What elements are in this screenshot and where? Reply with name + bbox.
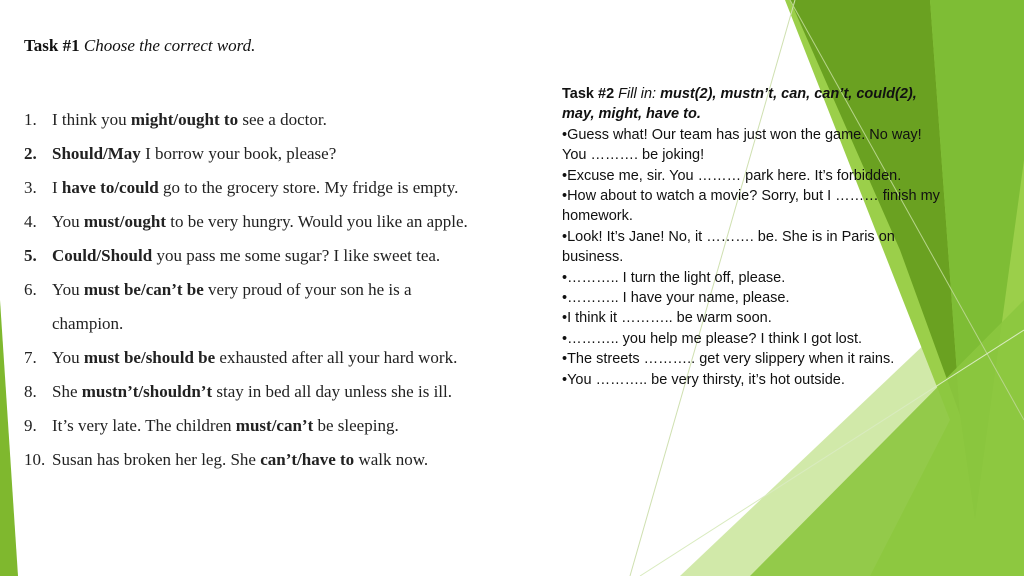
task2-line: •The streets ……….. get very slippery when it rains. [562, 351, 895, 368]
task2-line: •……….. I turn the light off, please. [562, 269, 786, 286]
item-text-pre: You [52, 212, 84, 231]
task2-line: •How about to watch a movie? Sorry, but I ……… finish my homework. [562, 188, 940, 225]
task1-item [24, 137, 544, 171]
task2-line: •……….. you help me please? I think I got lost. [562, 330, 863, 347]
item-choice: Could/Should [52, 246, 153, 265]
item-text-post: be sleeping. [313, 416, 399, 435]
item-number: 10. [24, 450, 46, 469]
item-text-post: I borrow your book, please? [140, 144, 337, 163]
item-choice: must be/can’t be [83, 280, 204, 299]
item-number: 9. [24, 416, 37, 435]
item-text-post: very proud of your son he is a champion. [52, 280, 412, 333]
task2-word-bank: must(2), mustn’t, can, can’t, could(2), may, might, have to. [562, 86, 917, 123]
task1-item [24, 375, 544, 409]
item-choice: must/ought [83, 212, 167, 231]
task2-line: •I think it ……….. be warm soon. [562, 310, 772, 327]
item-text-pre: You [52, 348, 84, 367]
task2-instruction: Fill in: [614, 86, 661, 102]
item-choice: might/ought to [130, 110, 239, 129]
task1-item [24, 273, 472, 341]
task1-list [24, 103, 544, 477]
item-text-pre: I [52, 178, 62, 197]
item-number: 3. [24, 178, 37, 197]
task1-item [24, 171, 544, 205]
task2-line: •Look! It’s Jane! No, it ………. be. She is in Paris on business. [562, 228, 895, 266]
item-number: 7. [24, 348, 37, 367]
item-number: 8. [24, 382, 37, 401]
task1-item [24, 103, 544, 137]
item-text-pre: I think you [52, 110, 131, 129]
task2-line: •Excuse me, sir. You ……… park here. It’s forbidden. [562, 167, 902, 184]
task2-title [562, 84, 952, 125]
task1-instruction: Choose the correct word. [83, 36, 256, 55]
item-number: 6. [24, 280, 37, 299]
task1-item [24, 341, 544, 375]
item-choice: can’t/have to [260, 450, 355, 469]
item-number: 5. [24, 246, 37, 265]
item-text-post: you pass me some sugar? I like sweet tea. [152, 246, 441, 265]
task2-line: •……….. I have your name, please. [562, 290, 790, 307]
item-number: 4. [24, 212, 37, 231]
item-text-pre: She [52, 382, 82, 401]
item-text-post: stay in bed all day unless she is ill. [212, 382, 452, 401]
item-number: 1. [24, 110, 37, 129]
item-choice: have to/could [61, 178, 159, 197]
task1-item [24, 409, 544, 443]
left-edge-stripe [0, 300, 18, 576]
item-text-pre: You [52, 280, 84, 299]
item-text-pre: It’s very late. The children [52, 416, 236, 435]
item-choice: Should/May [52, 144, 141, 163]
task2-line: •You ……….. be very thirsty, it’s hot outside. [562, 371, 845, 388]
task2-title-label: Task #2 [562, 86, 615, 102]
task1-title-label: Task #1 [24, 36, 80, 55]
task1-item [24, 239, 544, 273]
task2-line: You ………. be joking! [562, 147, 705, 164]
item-text-post: to be very hungry. Would you like an apple. [166, 212, 468, 231]
item-text-post: walk now. [354, 450, 429, 469]
item-choice: mustn’t/shouldn’t [81, 382, 213, 401]
item-number: 2. [24, 144, 37, 163]
task1-item [24, 205, 492, 239]
item-choice: must/can’t [235, 416, 314, 435]
item-choice: must be/should be [83, 348, 216, 367]
task1-title [24, 36, 255, 56]
task2-line: •Guess what! Our team has just won the game. No way! [562, 126, 922, 143]
task2-block [562, 84, 952, 390]
item-text-post: exhausted after all your hard work. [215, 348, 458, 367]
task1-item [24, 443, 544, 477]
item-text-post: see a doctor. [238, 110, 327, 129]
item-text-pre: Susan has broken her leg. She [52, 450, 261, 469]
item-text-post: go to the grocery store. My fridge is empty. [158, 178, 459, 197]
